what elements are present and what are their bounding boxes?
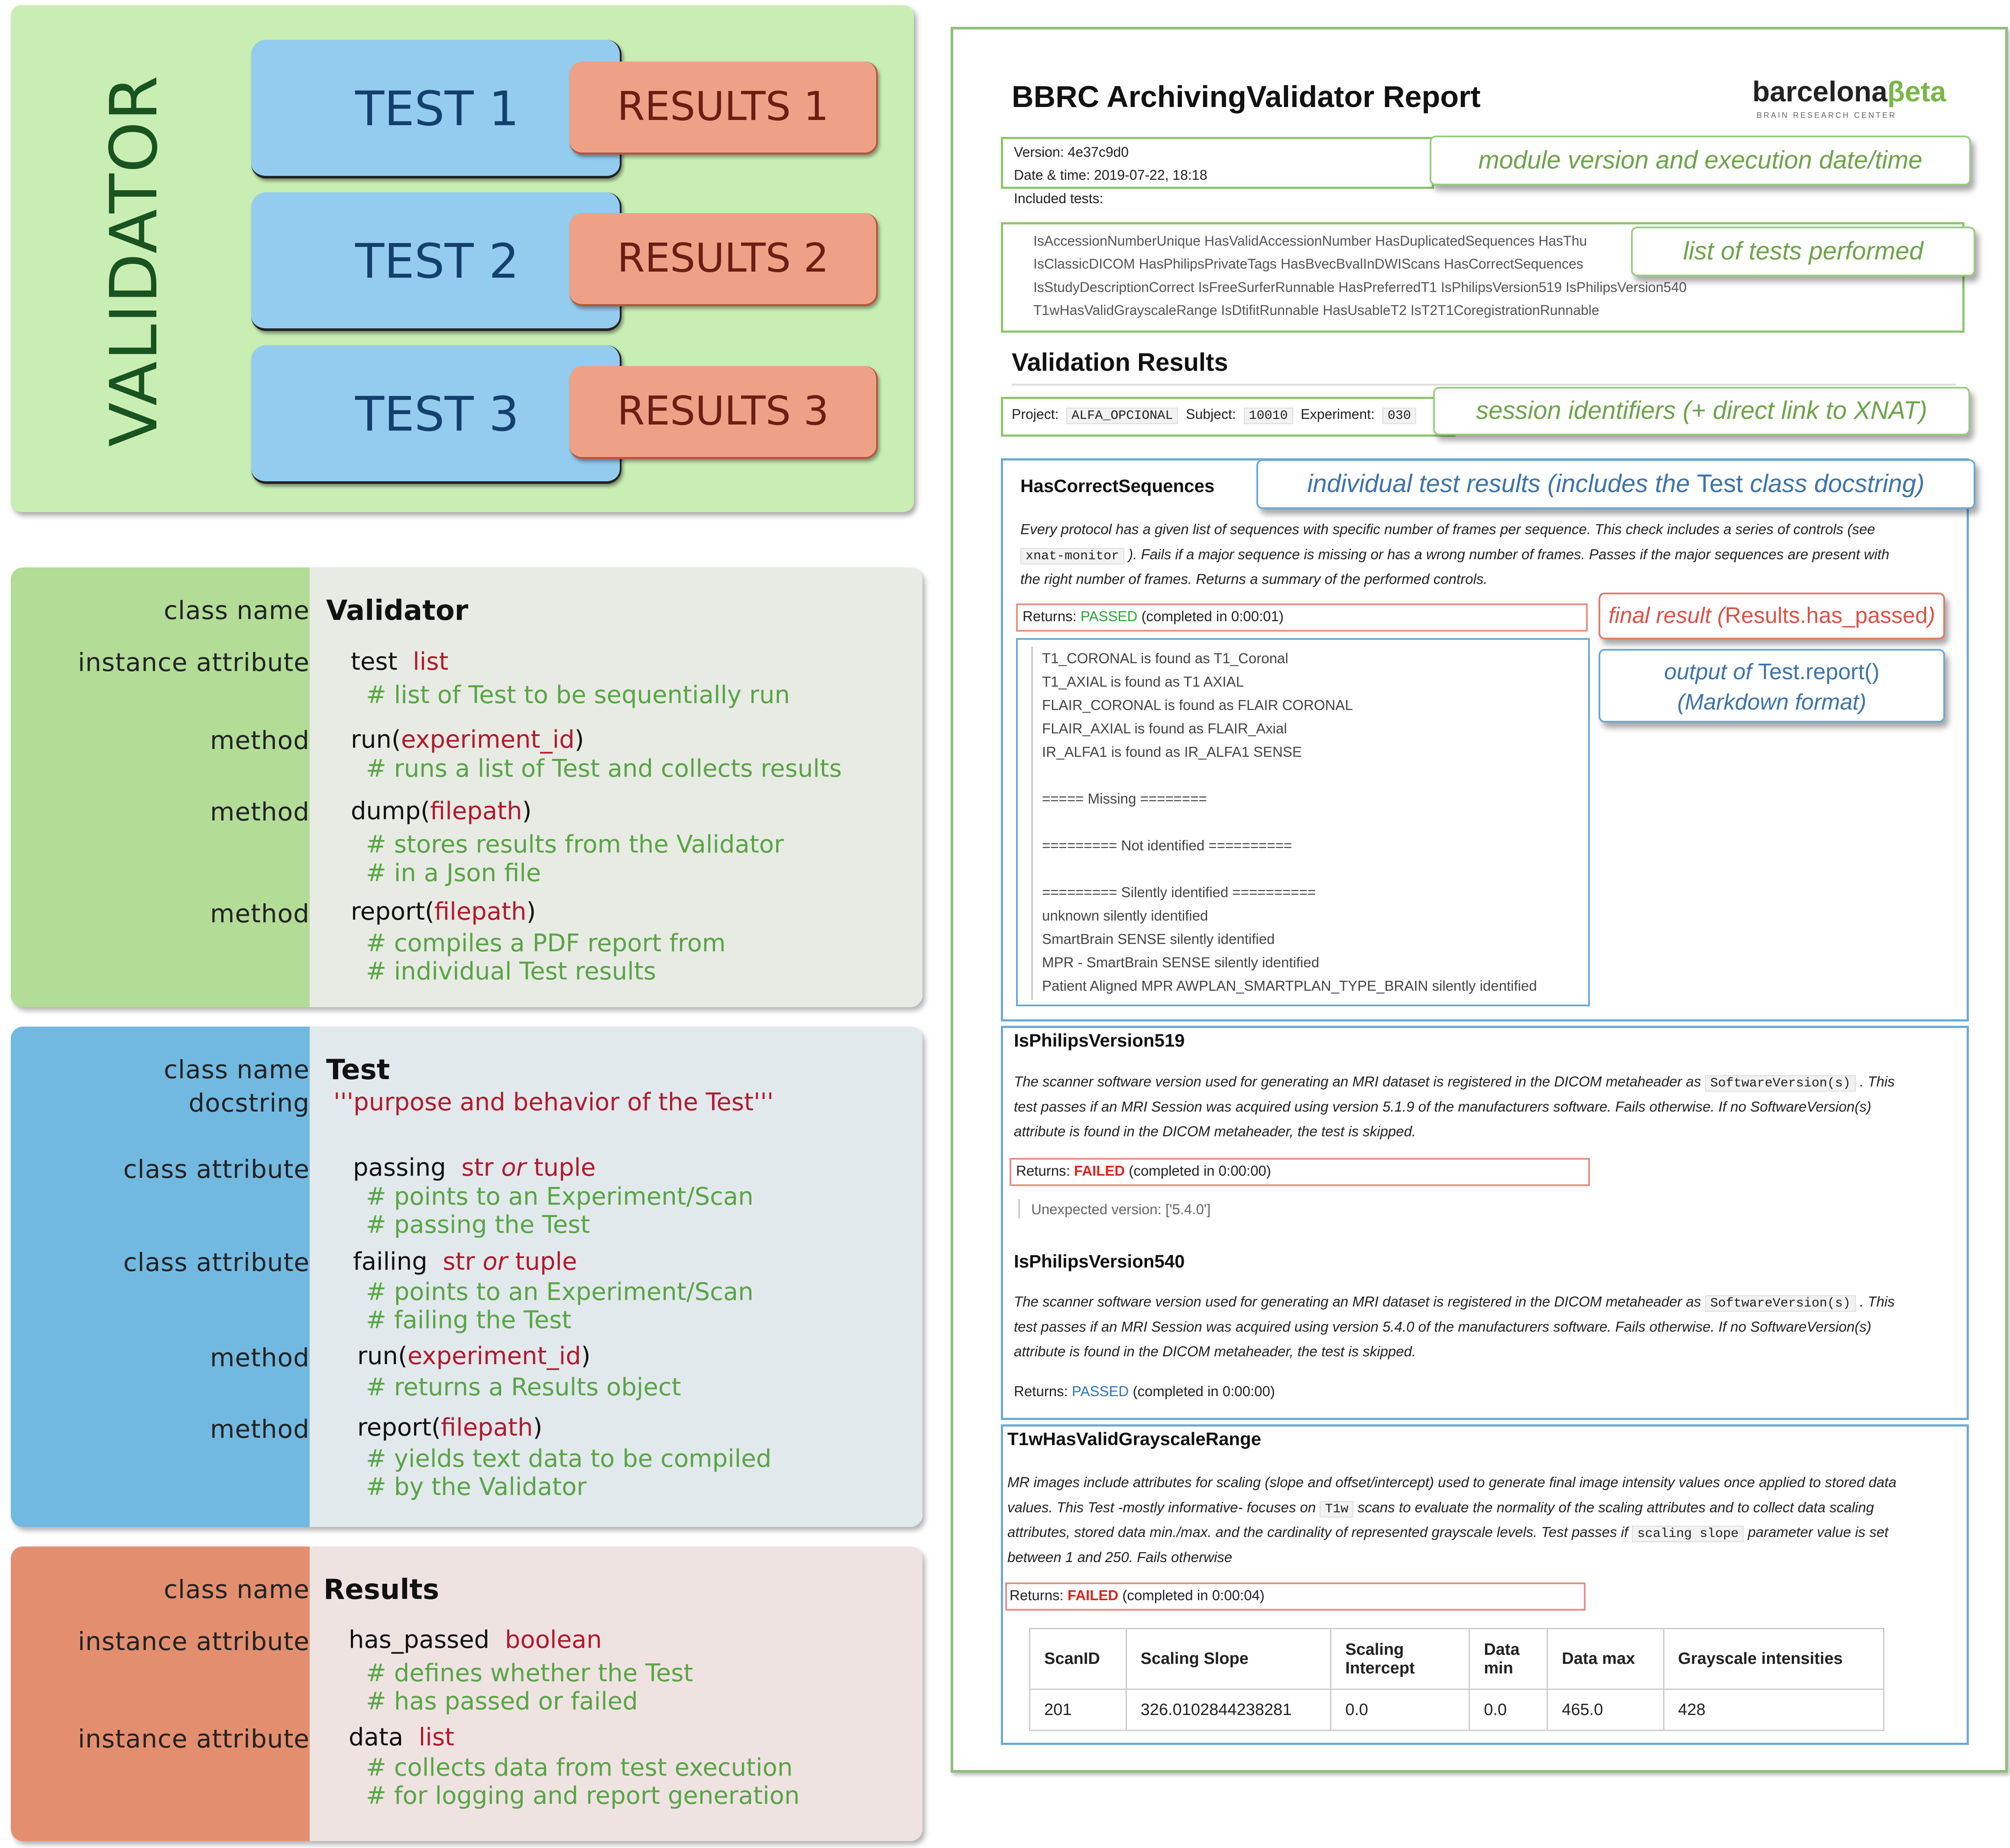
returns-status: PASSED: [1080, 608, 1138, 624]
test-description: test passes if an MRI Session was acquired using version 5.4.0 of the manufacturers software. Fails otherwise. If no SoftwareVersion(s): [1014, 1319, 1871, 1335]
returns-time: (completed in 0:00:00): [1129, 1163, 1271, 1179]
desc-text: The scanner software version used for generating an MRI dataset is registered in the DICOM metaheader as: [1014, 1073, 1701, 1089]
report-output-line: SmartBrain SENSE silently identified: [1042, 931, 1275, 947]
method-name: run(: [351, 726, 401, 754]
validation-results-heading: Validation Results: [1012, 348, 1228, 376]
returns-time: (completed in 0:00:00): [1133, 1383, 1275, 1399]
test-label: TEST 1: [355, 81, 519, 136]
datetime-text: Date & time: 2019-07-22, 18:18: [1014, 167, 1207, 183]
label-method: method: [210, 1414, 310, 1444]
attr-name: passing: [353, 1154, 446, 1182]
test-description: [1007, 1495, 1874, 1522]
test-name: T1wHasValidGrayscaleRange: [1007, 1429, 1261, 1449]
subject-value[interactable]: 10010: [1244, 408, 1293, 424]
label-class-attribute: class attribute: [123, 1248, 310, 1277]
method-dump: [351, 797, 531, 825]
blockquote-bar: [1018, 1199, 1020, 1219]
attr-type: tuple: [534, 1154, 596, 1182]
report-output-line: Patient Aligned MPR AWPLAN_SMARTPLAN_TYPE_BRAIN silently identified: [1042, 978, 1537, 994]
report-output-line: ========= Silently identified ==========: [1042, 884, 1316, 900]
label-method: method: [210, 1343, 310, 1372]
project-label: Project:: [1012, 406, 1059, 422]
tests-line: IsClassicDICOM HasPhilipsPrivateTags HasBvecBvalInDWIScans HasCorrectSequences: [1033, 256, 1583, 272]
test-description: [1020, 542, 1889, 569]
method-arg: experiment_id: [407, 1342, 581, 1370]
callout-module-version: module version and execution date/time: [1430, 136, 1971, 185]
attr-type: str: [443, 1248, 475, 1276]
session-identifiers: [1012, 406, 1416, 423]
method-run: [357, 1342, 590, 1370]
attr-name: has_passed: [349, 1626, 490, 1654]
logo-subtitle: BRAIN RESEARCH CENTER: [1757, 111, 1897, 120]
label-class-name: class name: [164, 1575, 310, 1604]
comment: # in a Json file: [366, 859, 541, 887]
logo-main: barcelona: [1752, 75, 1887, 107]
results-label: RESULTS 3: [617, 388, 829, 434]
callout-code: Results.has_passed: [1725, 603, 1928, 628]
comment: # points to an Experiment/Scan: [366, 1183, 754, 1211]
returns-status: FAILED: [1067, 1587, 1119, 1603]
attr-name: data: [349, 1723, 404, 1751]
table-header-cell: ScanID: [1030, 1629, 1126, 1689]
included-tests-label: Included tests:: [1014, 191, 1104, 206]
test-label: TEST 3: [355, 386, 519, 442]
comment: # runs a list of Test and collects results: [366, 755, 842, 783]
report-output-line: T1_CORONAL is found as T1_Coronal: [1042, 650, 1288, 666]
callout-text: output of: [1664, 659, 1752, 684]
comment: # defines whether the Test: [366, 1659, 693, 1687]
attr-type: list: [418, 1723, 454, 1751]
callout-session: session identifiers (+ direct link to XNAT): [1433, 387, 1970, 435]
test-box-2: [251, 192, 621, 331]
results-label: RESULTS 1: [617, 83, 829, 130]
method-name: dump(: [351, 797, 430, 825]
comment: # individual Test results: [366, 957, 656, 986]
label-method: method: [210, 797, 310, 827]
tests-line: IsStudyDescriptionCorrect IsFreeSurferRunnable HasPreferredT1 IsPhilipsVersion519 IsPhilipsVersion540: [1033, 279, 1687, 295]
report-title: BBRC ArchivingValidator Report: [1012, 80, 1481, 113]
report-output-line: T1_AXIAL is found as T1 AXIAL: [1042, 674, 1244, 690]
experiment-label: Experiment:: [1301, 406, 1375, 422]
desc-text: The scanner software version used for generating an MRI dataset is registered in the DICOM metaheader as: [1014, 1294, 1701, 1310]
label-instance-attribute: instance attribute: [78, 648, 310, 677]
report-output-line: ===== Missing ========: [1042, 791, 1207, 807]
comment: # for logging and report generation: [366, 1782, 800, 1810]
table-header-cell: Grayscale intensities: [1664, 1629, 1884, 1689]
returns-label: Returns:: [1010, 1587, 1064, 1603]
returns-label: Returns:: [1014, 1383, 1068, 1399]
test-box-1: [251, 40, 621, 178]
results-box-2: [570, 213, 878, 306]
callout-text: final result (: [1608, 603, 1725, 628]
class-name-results: Results: [324, 1574, 439, 1606]
docstring: '''purpose and behavior of the Test''': [333, 1088, 774, 1116]
attr-failing: [353, 1248, 577, 1276]
project-value[interactable]: ALFA_OPCIONAL: [1066, 408, 1178, 424]
report-output-lines: [1042, 647, 1537, 998]
inline-code: SoftwareVersion(s): [1705, 1295, 1856, 1312]
inline-code: scaling slope: [1632, 1526, 1744, 1542]
attr-has-passed: [349, 1626, 602, 1654]
test-description: the right number of frames. Returns a summary of the performed controls.: [1020, 571, 1488, 587]
callout-final-result: [1599, 593, 1945, 639]
report-output-line: MPR - SmartBrain SENSE silently identified: [1042, 954, 1320, 970]
comment: # points to an Experiment/Scan: [366, 1278, 754, 1306]
comment: # returns a Results object: [366, 1373, 681, 1401]
label-method: method: [210, 899, 310, 928]
label-instance-attribute: instance attribute: [78, 1627, 310, 1656]
test-description: Every protocol has a given list of sequences with specific number of frames per sequence. This check includes a series of controls (see: [1020, 521, 1875, 537]
returns-time: (completed in 0:00:01): [1141, 608, 1284, 624]
report-output-line: [1042, 857, 1537, 881]
attr-or: or: [501, 1154, 526, 1182]
desc-text: values. This Test -mostly informative- focuses on: [1007, 1499, 1316, 1515]
report-output-line: Unexpected version: ['5.4.0']: [1031, 1201, 1211, 1217]
comment: # failing the Test: [366, 1306, 572, 1334]
callout-text: (Markdown format): [1677, 690, 1867, 715]
tests-line: T1wHasValidGrayscaleRange IsDtifitRunnable HasUsableT2 IsT2T1CoregistrationRunnable: [1033, 302, 1599, 318]
report-output-line: ========= Not identified ==========: [1042, 837, 1292, 853]
inline-code: xnat-monitor: [1020, 548, 1124, 564]
table-header-row: [1030, 1629, 1884, 1689]
attr-data: [349, 1723, 454, 1751]
validator-diagram: [11, 5, 914, 512]
table-header-cell: Scaling Slope: [1126, 1629, 1331, 1689]
logo: [1752, 75, 1946, 108]
test-box-3: [251, 345, 621, 484]
results-box-3: [570, 366, 878, 459]
table-cell: 0.0: [1469, 1689, 1547, 1731]
attr-passing: [353, 1154, 596, 1182]
logo-beta: βeta: [1887, 75, 1946, 107]
method-name: report(: [357, 1414, 441, 1442]
returns-line: [1023, 608, 1284, 625]
label-method: method: [210, 726, 310, 755]
attr-type: list: [413, 648, 449, 676]
returns-time: (completed in 0:00:04): [1122, 1587, 1265, 1603]
method-report: [357, 1414, 542, 1442]
test-description: test passes if an MRI Session was acquired using version 5.1.9 of the manufacturers software. Fails otherwise. If no SoftwareVersion(s): [1014, 1099, 1871, 1115]
callout-individual-results: [1256, 459, 1975, 509]
results-class-sidebar: [11, 1546, 310, 1841]
table-cell: 201: [1030, 1689, 1126, 1731]
callout-code: Test.report(): [1758, 659, 1880, 684]
report-output-line: FLAIR_CORONAL is found as FLAIR CORONAL: [1042, 697, 1353, 713]
label-class-name: class name: [164, 1055, 310, 1084]
test-label: TEST 2: [355, 233, 519, 289]
method-close: ): [533, 1414, 543, 1442]
test-description: attribute is found in the DICOM metaheader, the test is skipped.: [1014, 1123, 1416, 1139]
tests-line: IsAccessionNumberUnique HasValidAccessionNumber HasDuplicatedSequences HasThu: [1033, 233, 1587, 249]
test-name: IsPhilipsVersion540: [1014, 1251, 1185, 1271]
method-arg: filepath: [430, 797, 522, 825]
test-description: [1007, 1520, 1888, 1546]
callout-text: individual test results (includes the: [1307, 470, 1690, 498]
comment: # by the Validator: [366, 1473, 587, 1501]
attr-name: test: [351, 648, 398, 676]
table-header-cell: Data max: [1547, 1629, 1664, 1689]
experiment-value[interactable]: 030: [1382, 408, 1416, 424]
table-cell: 465.0: [1547, 1689, 1664, 1731]
returns-label: Returns:: [1023, 608, 1077, 624]
test-description: between 1 and 250. Fails otherwise: [1007, 1549, 1233, 1565]
desc-text: . This: [1860, 1294, 1895, 1310]
returns-status: FAILED: [1074, 1163, 1125, 1179]
returns-label: Returns:: [1016, 1163, 1070, 1179]
validator-class-sidebar: [11, 567, 310, 1007]
report-output-line: [1042, 764, 1537, 787]
callout-tests-list: list of tests performed: [1631, 227, 1975, 276]
test-description: [1014, 1069, 1895, 1096]
callout-report-output: [1599, 649, 1945, 723]
callout-code: Test: [1697, 470, 1743, 498]
comment: # compiles a PDF report from: [366, 929, 726, 957]
desc-text: ). Fails if a major sequence is missing or has a wrong number of frames. Passes if the major sequences are present with: [1128, 546, 1890, 562]
comment: # collects data from test execution: [366, 1754, 793, 1782]
label-instance-attribute: instance attribute: [78, 1724, 310, 1754]
desc-text: parameter value is set: [1748, 1524, 1889, 1540]
results-box-1: [570, 62, 878, 155]
method-report: [351, 898, 536, 926]
method-close: ): [581, 1342, 591, 1370]
comment: # yields text data to be compiled: [366, 1445, 772, 1473]
label-class-name: class name: [164, 596, 310, 625]
table-header-cell: Data min: [1469, 1629, 1547, 1689]
inline-code: T1w: [1320, 1501, 1353, 1517]
table-header-cell: Scaling Intercept: [1331, 1629, 1469, 1689]
test-name: HasCorrectSequences: [1020, 476, 1215, 496]
method-run: [351, 726, 584, 754]
label-docstring: docstring: [188, 1088, 310, 1118]
test-description: MR images include attributes for scaling (slope and offset/intercept) used to generate final image intensity values once applied to stored data: [1007, 1474, 1897, 1490]
label-class-attribute: class attribute: [123, 1154, 310, 1184]
callout-text: class docstring): [1750, 470, 1925, 498]
returns-line: [1014, 1383, 1275, 1400]
report-output-line: [1042, 811, 1537, 834]
method-close: ): [522, 797, 532, 825]
attr-name: failing: [353, 1248, 427, 1276]
table-row: [1030, 1689, 1884, 1731]
subject-label: Subject:: [1186, 406, 1236, 422]
table-cell: 0.0: [1331, 1689, 1469, 1731]
version-text: Version: 4e37c9d0: [1014, 144, 1129, 160]
method-close: ): [574, 726, 584, 754]
attr-type: str: [461, 1154, 494, 1182]
desc-text: scans to evaluate the normality of the scaling attributes and to collect data scaling: [1357, 1499, 1874, 1515]
comment: # list of Test to be sequentially run: [366, 681, 790, 709]
method-close: ): [526, 898, 536, 926]
results-class-panel: [11, 1546, 922, 1841]
returns-line: [1010, 1587, 1265, 1604]
comment: # passing the Test: [366, 1211, 590, 1239]
returns-status: PASSED: [1071, 1383, 1129, 1399]
table-cell: 428: [1664, 1689, 1884, 1731]
blockquote-bar: [1031, 647, 1033, 1000]
comment: # has passed or failed: [366, 1687, 638, 1715]
report-output-line: FLAIR_AXIAL is found as FLAIR_Axial: [1042, 720, 1287, 736]
method-arg: experiment_id: [401, 726, 575, 754]
class-name-test: Test: [326, 1054, 390, 1086]
method-arg: filepath: [440, 1414, 533, 1442]
attr-type: boolean: [505, 1626, 602, 1654]
class-name-validator: Validator: [326, 595, 469, 627]
table-cell: 326.0102844238281: [1126, 1689, 1331, 1731]
method-name: run(: [357, 1342, 408, 1370]
heading-rule: [1012, 384, 1956, 386]
comment: # stores results from the Validator: [366, 830, 784, 859]
test-description: attribute is found in the DICOM metaheader, the test is skipped.: [1014, 1343, 1416, 1359]
results-label: RESULTS 2: [617, 235, 829, 281]
desc-text: attributes, stored data min./max. and the cardinality of represented grayscale levels. Test passes if: [1007, 1524, 1628, 1540]
report-output-line: IR_ALFA1 is found as IR_ALFA1 SENSE: [1042, 744, 1302, 760]
scaling-table: [1029, 1628, 1884, 1731]
method-arg: filepath: [434, 898, 527, 926]
attr-or: or: [482, 1248, 508, 1276]
callout-text: ): [1927, 603, 1936, 628]
inline-code: SoftwareVersion(s): [1705, 1075, 1856, 1092]
test-class-panel: [11, 1027, 922, 1527]
validator-class-panel: [11, 567, 922, 1007]
validator-report-page: [951, 27, 2008, 1773]
report-output-line: unknown silently identified: [1042, 908, 1208, 924]
test-class-sidebar: [11, 1027, 310, 1527]
attr-test: [351, 648, 448, 676]
returns-line: [1016, 1163, 1271, 1179]
desc-text: . This: [1860, 1073, 1895, 1089]
method-name: report(: [351, 898, 434, 926]
test-name: IsPhilipsVersion519: [1014, 1030, 1185, 1050]
validator-title: VALIDATOR: [97, 75, 172, 447]
test-description: [1014, 1289, 1895, 1316]
attr-type: tuple: [515, 1248, 577, 1276]
